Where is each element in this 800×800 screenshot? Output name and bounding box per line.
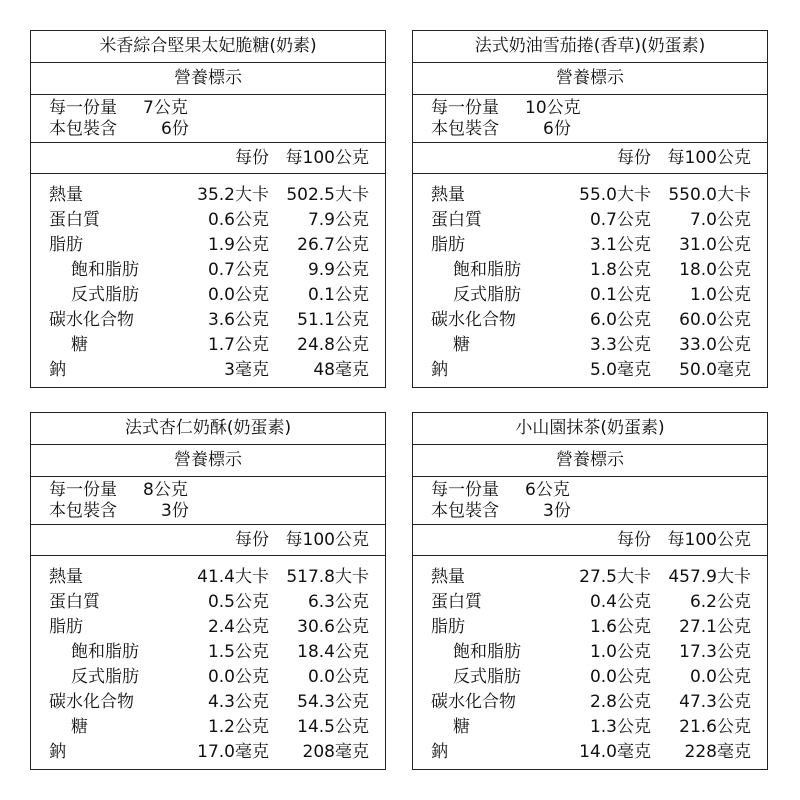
column-header [413, 525, 767, 556]
nutrient-row [413, 208, 767, 233]
serving-size-row [431, 480, 767, 501]
nutrient-label: 脂肪 [431, 617, 465, 637]
nutrition-label-heading: 營養標示 [31, 63, 385, 95]
servings-per-package-row [431, 119, 767, 140]
per-serving-value: 1.3公克 [589, 717, 651, 737]
per-serving-value: 1.2公克 [207, 717, 269, 737]
per-100g-value: 17.3公克 [679, 642, 751, 662]
nutrient-label: 糖 [453, 335, 470, 355]
nutrient-label: 碳水化合物 [49, 310, 134, 330]
nutrient-label: 反式脂肪 [71, 667, 139, 687]
per-100g-value: 60.0公克 [679, 310, 751, 330]
per-serving-value: 0.7公克 [207, 260, 269, 280]
per-serving-value: 27.5大卡 [579, 567, 651, 587]
servings-per-package-row [49, 501, 385, 522]
per-serving-value: 0.1公克 [589, 285, 651, 305]
nutrient-row [413, 333, 767, 358]
nutrient-label: 熱量 [49, 567, 83, 587]
nutrient-row [31, 358, 385, 383]
nutrient-row [31, 740, 385, 765]
serving-size-row [49, 98, 385, 119]
serving-size-row [49, 480, 385, 501]
serving-size-label: 每一份量 [431, 98, 499, 118]
per-100g-value: 51.1公克 [297, 310, 369, 330]
per-100g-value: 18.4公克 [297, 642, 369, 662]
nutrition-panel [412, 412, 768, 770]
product-title: 法式奶油雪茄捲(香草)(奶蛋素) [413, 31, 767, 63]
nutrient-row [413, 258, 767, 283]
per-serving-value: 1.5公克 [207, 642, 269, 662]
servings-per-package-value: 6份 [543, 119, 571, 139]
servings-per-package-label: 本包裝含 [49, 501, 117, 521]
serving-info [413, 95, 767, 143]
column-header [413, 143, 767, 174]
nutrient-label: 熱量 [431, 185, 465, 205]
per-100g-value: 31.0公克 [679, 235, 751, 255]
nutrient-row [31, 233, 385, 258]
nutrient-rows [413, 556, 767, 765]
nutrient-label: 鈉 [431, 742, 448, 762]
nutrient-label: 熱量 [49, 185, 83, 205]
nutrient-label: 脂肪 [431, 235, 465, 255]
nutrient-row [413, 590, 767, 615]
per-serving-header: 每份 [617, 530, 651, 550]
servings-per-package-row [49, 119, 385, 140]
per-100g-header: 每100公克 [285, 148, 369, 168]
nutrient-label: 反式脂肪 [453, 285, 521, 305]
per-serving-value: 0.4公克 [589, 592, 651, 612]
servings-per-package-value: 3份 [161, 501, 189, 521]
per-serving-value: 4.3公克 [207, 692, 269, 712]
servings-per-package-label: 本包裝含 [431, 119, 499, 139]
per-100g-value: 502.5大卡 [286, 185, 369, 205]
per-100g-value: 47.3公克 [679, 692, 751, 712]
per-serving-header: 每份 [617, 148, 651, 168]
nutrient-row [31, 258, 385, 283]
nutrient-label: 蛋白質 [49, 592, 100, 612]
serving-size-value: 7公克 [143, 98, 188, 118]
nutrient-row [31, 665, 385, 690]
nutrient-label: 蛋白質 [431, 592, 482, 612]
nutrient-label: 糖 [453, 717, 470, 737]
per-100g-value: 208毫克 [302, 742, 369, 762]
serving-size-value: 6公克 [525, 480, 570, 500]
per-serving-value: 6.0公克 [589, 310, 651, 330]
per-serving-header: 每份 [235, 148, 269, 168]
nutrient-row [413, 715, 767, 740]
nutrient-row [31, 640, 385, 665]
serving-size-row [431, 98, 767, 119]
per-serving-value: 1.0公克 [589, 642, 651, 662]
nutrient-row [31, 308, 385, 333]
servings-per-package-label: 本包裝含 [431, 501, 499, 521]
per-100g-header: 每100公克 [667, 148, 751, 168]
per-100g-value: 0.0公克 [307, 667, 369, 687]
nutrient-label: 蛋白質 [431, 210, 482, 230]
serving-size-value: 8公克 [143, 480, 188, 500]
nutrient-label: 飽和脂肪 [71, 260, 139, 280]
per-serving-value: 0.0公克 [207, 285, 269, 305]
nutrient-label: 飽和脂肪 [71, 642, 139, 662]
per-serving-value: 0.0公克 [207, 667, 269, 687]
per-serving-value: 14.0毫克 [579, 742, 651, 762]
nutrient-label: 鈉 [49, 742, 66, 762]
nutrient-row [413, 308, 767, 333]
column-header [31, 525, 385, 556]
nutrient-rows [31, 556, 385, 765]
per-serving-value: 0.5公克 [207, 592, 269, 612]
per-100g-value: 6.2公克 [689, 592, 751, 612]
per-serving-value: 55.0大卡 [579, 185, 651, 205]
nutrient-row [31, 690, 385, 715]
nutrient-row [31, 565, 385, 590]
per-100g-value: 6.3公克 [307, 592, 369, 612]
nutrition-panel [412, 30, 768, 388]
per-100g-value: 550.0大卡 [668, 185, 751, 205]
per-serving-value: 5.0毫克 [589, 360, 651, 380]
per-100g-header: 每100公克 [285, 530, 369, 550]
nutrient-label: 碳水化合物 [49, 692, 134, 712]
per-serving-value: 0.6公克 [207, 210, 269, 230]
servings-per-package-label: 本包裝含 [49, 119, 117, 139]
per-100g-value: 24.8公克 [297, 335, 369, 355]
per-serving-value: 1.7公克 [207, 335, 269, 355]
per-serving-value: 3.1公克 [589, 235, 651, 255]
servings-per-package-value: 6份 [161, 119, 189, 139]
per-serving-value: 3.3公克 [589, 335, 651, 355]
nutrient-label: 反式脂肪 [71, 285, 139, 305]
serving-size-label: 每一份量 [49, 480, 117, 500]
per-serving-value: 41.4大卡 [197, 567, 269, 587]
per-serving-value: 2.8公克 [589, 692, 651, 712]
nutrient-row [413, 283, 767, 308]
nutrition-label-heading: 營養標示 [31, 445, 385, 477]
per-serving-value: 0.7公克 [589, 210, 651, 230]
nutrient-label: 碳水化合物 [431, 692, 516, 712]
per-100g-value: 228毫克 [684, 742, 751, 762]
servings-per-package-value: 3份 [543, 501, 571, 521]
per-100g-value: 48毫克 [313, 360, 369, 380]
per-serving-value: 1.9公克 [207, 235, 269, 255]
per-serving-value: 35.2大卡 [197, 185, 269, 205]
nutrient-row [413, 358, 767, 383]
per-serving-value: 1.6公克 [589, 617, 651, 637]
nutrient-rows [413, 174, 767, 383]
per-100g-value: 26.7公克 [297, 235, 369, 255]
per-serving-value: 3毫克 [224, 360, 269, 380]
nutrient-row [31, 333, 385, 358]
nutrient-label: 鈉 [431, 360, 448, 380]
per-100g-value: 14.5公克 [297, 717, 369, 737]
nutrient-rows [31, 174, 385, 383]
nutrient-row [31, 283, 385, 308]
nutrient-row [31, 208, 385, 233]
serving-info [31, 95, 385, 143]
serving-size-value: 10公克 [525, 98, 581, 118]
nutrition-label-heading: 營養標示 [413, 445, 767, 477]
servings-per-package-row [431, 501, 767, 522]
per-100g-value: 21.6公克 [679, 717, 751, 737]
nutrient-row [31, 183, 385, 208]
nutrient-label: 碳水化合物 [431, 310, 516, 330]
per-100g-value: 9.9公克 [307, 260, 369, 280]
serving-info [31, 477, 385, 525]
nutrient-label: 熱量 [431, 567, 465, 587]
nutrient-row [31, 715, 385, 740]
per-100g-value: 517.8大卡 [286, 567, 369, 587]
nutrient-row [413, 183, 767, 208]
per-100g-value: 54.3公克 [297, 692, 369, 712]
per-100g-value: 33.0公克 [679, 335, 751, 355]
per-100g-value: 7.0公克 [689, 210, 751, 230]
nutrition-panel [30, 30, 386, 388]
nutrition-label-heading: 營養標示 [413, 63, 767, 95]
per-serving-value: 1.8公克 [589, 260, 651, 280]
column-header [31, 143, 385, 174]
per-100g-header: 每100公克 [667, 530, 751, 550]
nutrient-row [413, 690, 767, 715]
nutrient-label: 反式脂肪 [453, 667, 521, 687]
product-title: 米香綜合堅果太妃脆糖(奶素) [31, 31, 385, 63]
nutrient-row [31, 615, 385, 640]
per-serving-value: 17.0毫克 [197, 742, 269, 762]
per-serving-header: 每份 [235, 530, 269, 550]
serving-size-label: 每一份量 [431, 480, 499, 500]
serving-info [413, 477, 767, 525]
product-title: 小山園抹茶(奶蛋素) [413, 413, 767, 445]
nutrient-label: 蛋白質 [49, 210, 100, 230]
per-100g-value: 0.1公克 [307, 285, 369, 305]
nutrient-row [413, 615, 767, 640]
per-100g-value: 1.0公克 [689, 285, 751, 305]
per-serving-value: 3.6公克 [207, 310, 269, 330]
nutrition-panel [30, 412, 386, 770]
nutrient-row [413, 565, 767, 590]
nutrient-label: 飽和脂肪 [453, 642, 521, 662]
per-serving-value: 2.4公克 [207, 617, 269, 637]
per-100g-value: 0.0公克 [689, 667, 751, 687]
nutrient-label: 飽和脂肪 [453, 260, 521, 280]
per-100g-value: 50.0毫克 [679, 360, 751, 380]
per-serving-value: 0.0公克 [589, 667, 651, 687]
nutrient-row [413, 233, 767, 258]
per-100g-value: 18.0公克 [679, 260, 751, 280]
nutrient-label: 鈉 [49, 360, 66, 380]
nutrient-label: 脂肪 [49, 617, 83, 637]
nutrient-row [413, 640, 767, 665]
per-100g-value: 7.9公克 [307, 210, 369, 230]
nutrient-label: 糖 [71, 335, 88, 355]
nutrient-row [413, 740, 767, 765]
nutrient-row [413, 665, 767, 690]
per-100g-value: 27.1公克 [679, 617, 751, 637]
per-100g-value: 30.6公克 [297, 617, 369, 637]
serving-size-label: 每一份量 [49, 98, 117, 118]
nutrient-label: 糖 [71, 717, 88, 737]
product-title: 法式杏仁奶酥(奶蛋素) [31, 413, 385, 445]
per-100g-value: 457.9大卡 [668, 567, 751, 587]
nutrient-row [31, 590, 385, 615]
nutrient-label: 脂肪 [49, 235, 83, 255]
